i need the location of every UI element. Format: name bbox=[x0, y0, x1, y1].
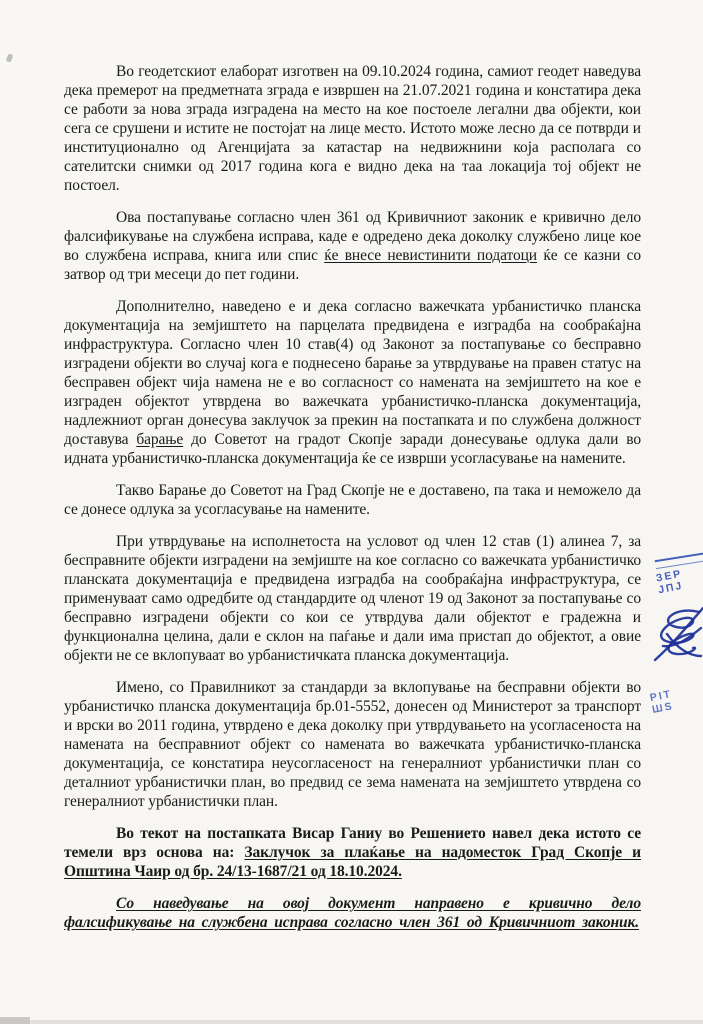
stamp-text-bottom-line2: ШЅ bbox=[651, 700, 675, 716]
ink-stamp bbox=[639, 548, 703, 743]
underlined-text: барање bbox=[136, 431, 184, 448]
stamp-text-top-line1: ЗЕР bbox=[654, 567, 684, 585]
text-segment: Дополнително, наведено е и дека согласно важечката урбанистичко планска документација на земјиштето на парцелата предвидена е изградба на сообраќајна инфраструктура. Согласно член 10 став(4) од Законот за постапување со бесправно изградени објекти во случај кога е поднесено барање за утврдување на правен статус на бесправен објект чија намена не е во согласност со намената на земјиштето на кое е изграден објектот утврдена во важечката урбанистичко-планска документација, надлежниот орган донесува заклучок за прекин на постапката и по службена должност доставува bbox=[64, 298, 641, 448]
signature-scribble-icon bbox=[643, 604, 703, 684]
stamp-text-top bbox=[655, 568, 686, 597]
scan-artifact bbox=[6, 53, 13, 62]
underlined-text: Со наведување на овој документ направено е кривично дело фалсификување на службена исправа согласно член 361 од Кривичниот законик. bbox=[64, 895, 641, 931]
text-segment: Такво Барање до Советот на Град Скопје не е доставено, па така и неможело да се донесе одлука за усогласување на намените. bbox=[64, 482, 641, 518]
paragraph bbox=[64, 824, 641, 881]
text-segment: до Советот на градот Скопје заради донесување одлука дали во идната урбанистичко-планска документација ќе се изврши усогласување на намените. bbox=[64, 431, 641, 467]
text-segment: Ова постапување согласно член 361 од Кривичниот законик е кривично дело фалсификување на службена исправа, каде е одредено дека доколку службено лице кое во службена исправа, книга или спис bbox=[64, 209, 641, 264]
paragraph bbox=[64, 532, 641, 665]
text-segment: Имено, со Правилникот за стандарди за вклопување на бесправни објекти во урбанистичко планска документација бр.01-5552, донесен од Министерот за транспорт и врски во 2011 година, утврдено е дека доколку при утврдувањето на усогласеноста на намената на бесправниот објект со намената во важечката урбанистичко-планска документација, се констатира неусогласеност на генералниот урбанистички план со деталниот урбанистички план, во предвид се зема намената на земјиштето утврдена со генералниот урбанистички план. bbox=[64, 679, 641, 810]
paragraph bbox=[64, 297, 641, 468]
text-segment: Во текот на постапката Висар Ганиу во Решението навел дека истото се темели врз основа на: bbox=[64, 825, 641, 861]
paragraph bbox=[64, 678, 641, 811]
paragraph bbox=[64, 894, 641, 932]
scan-edge-strip bbox=[0, 1020, 703, 1024]
text-segment: Во геодетскиот елаборат изготвен на 09.10.2024 година, самиот геодет наведува дека премерот на предметната зграда е извршен на 21.07.2021 година и констатира дека се работи за нова зграда изградена на место на кое постоеле легални два објекти, кои сега се срушени и истите не постојат на лице место. Истото може лесно да се потврди и институционално од Агенцијата за катастар на недвижнини која располага со сателитски снимки од 2017 година кога е видно дека на таа локација тој објект не постоел. bbox=[64, 63, 641, 194]
stamp-text-top-line2: ЈПЈ bbox=[657, 579, 685, 597]
stamp-text-bottom-line1: РІТ bbox=[648, 688, 674, 705]
stamp-border-lines bbox=[655, 552, 703, 569]
stamp-text-bottom bbox=[649, 688, 676, 716]
scan-edge-corner bbox=[0, 1017, 30, 1024]
underlined-text: Заклучок за плаќање на надоместок Град Скопје и Општина Чаир од бр. 24/13-1687/21 од 18.10.2024. bbox=[64, 844, 641, 880]
text-segment: При утврдување на исполнетоста на условот од член 12 став (1) алинеа 7, за бесправните објекти изградени на земјиште на кое согласно со важечката урбанистичко планската документација е предвидена изградба на сообраќајна инфраструктура, се применуваат само одредбите од стандардите од членот 19 од Законот за постапување со бесправно изградени објекти со кои се утврдува дали објектот е градежна и функционална целина, дали е склон на паѓање и дали има пристап до објектот, а овие објекти не се вклопуваат во урбанистичката планска документација. bbox=[64, 533, 641, 664]
document-body bbox=[64, 62, 641, 945]
paragraph bbox=[64, 208, 641, 284]
underlined-text: ќе внесе невистинити податоци bbox=[324, 247, 538, 264]
paragraph bbox=[64, 62, 641, 195]
paragraph bbox=[64, 481, 641, 519]
text-segment: ќе се казни со затвор од три месеци до пет години. bbox=[64, 247, 642, 283]
